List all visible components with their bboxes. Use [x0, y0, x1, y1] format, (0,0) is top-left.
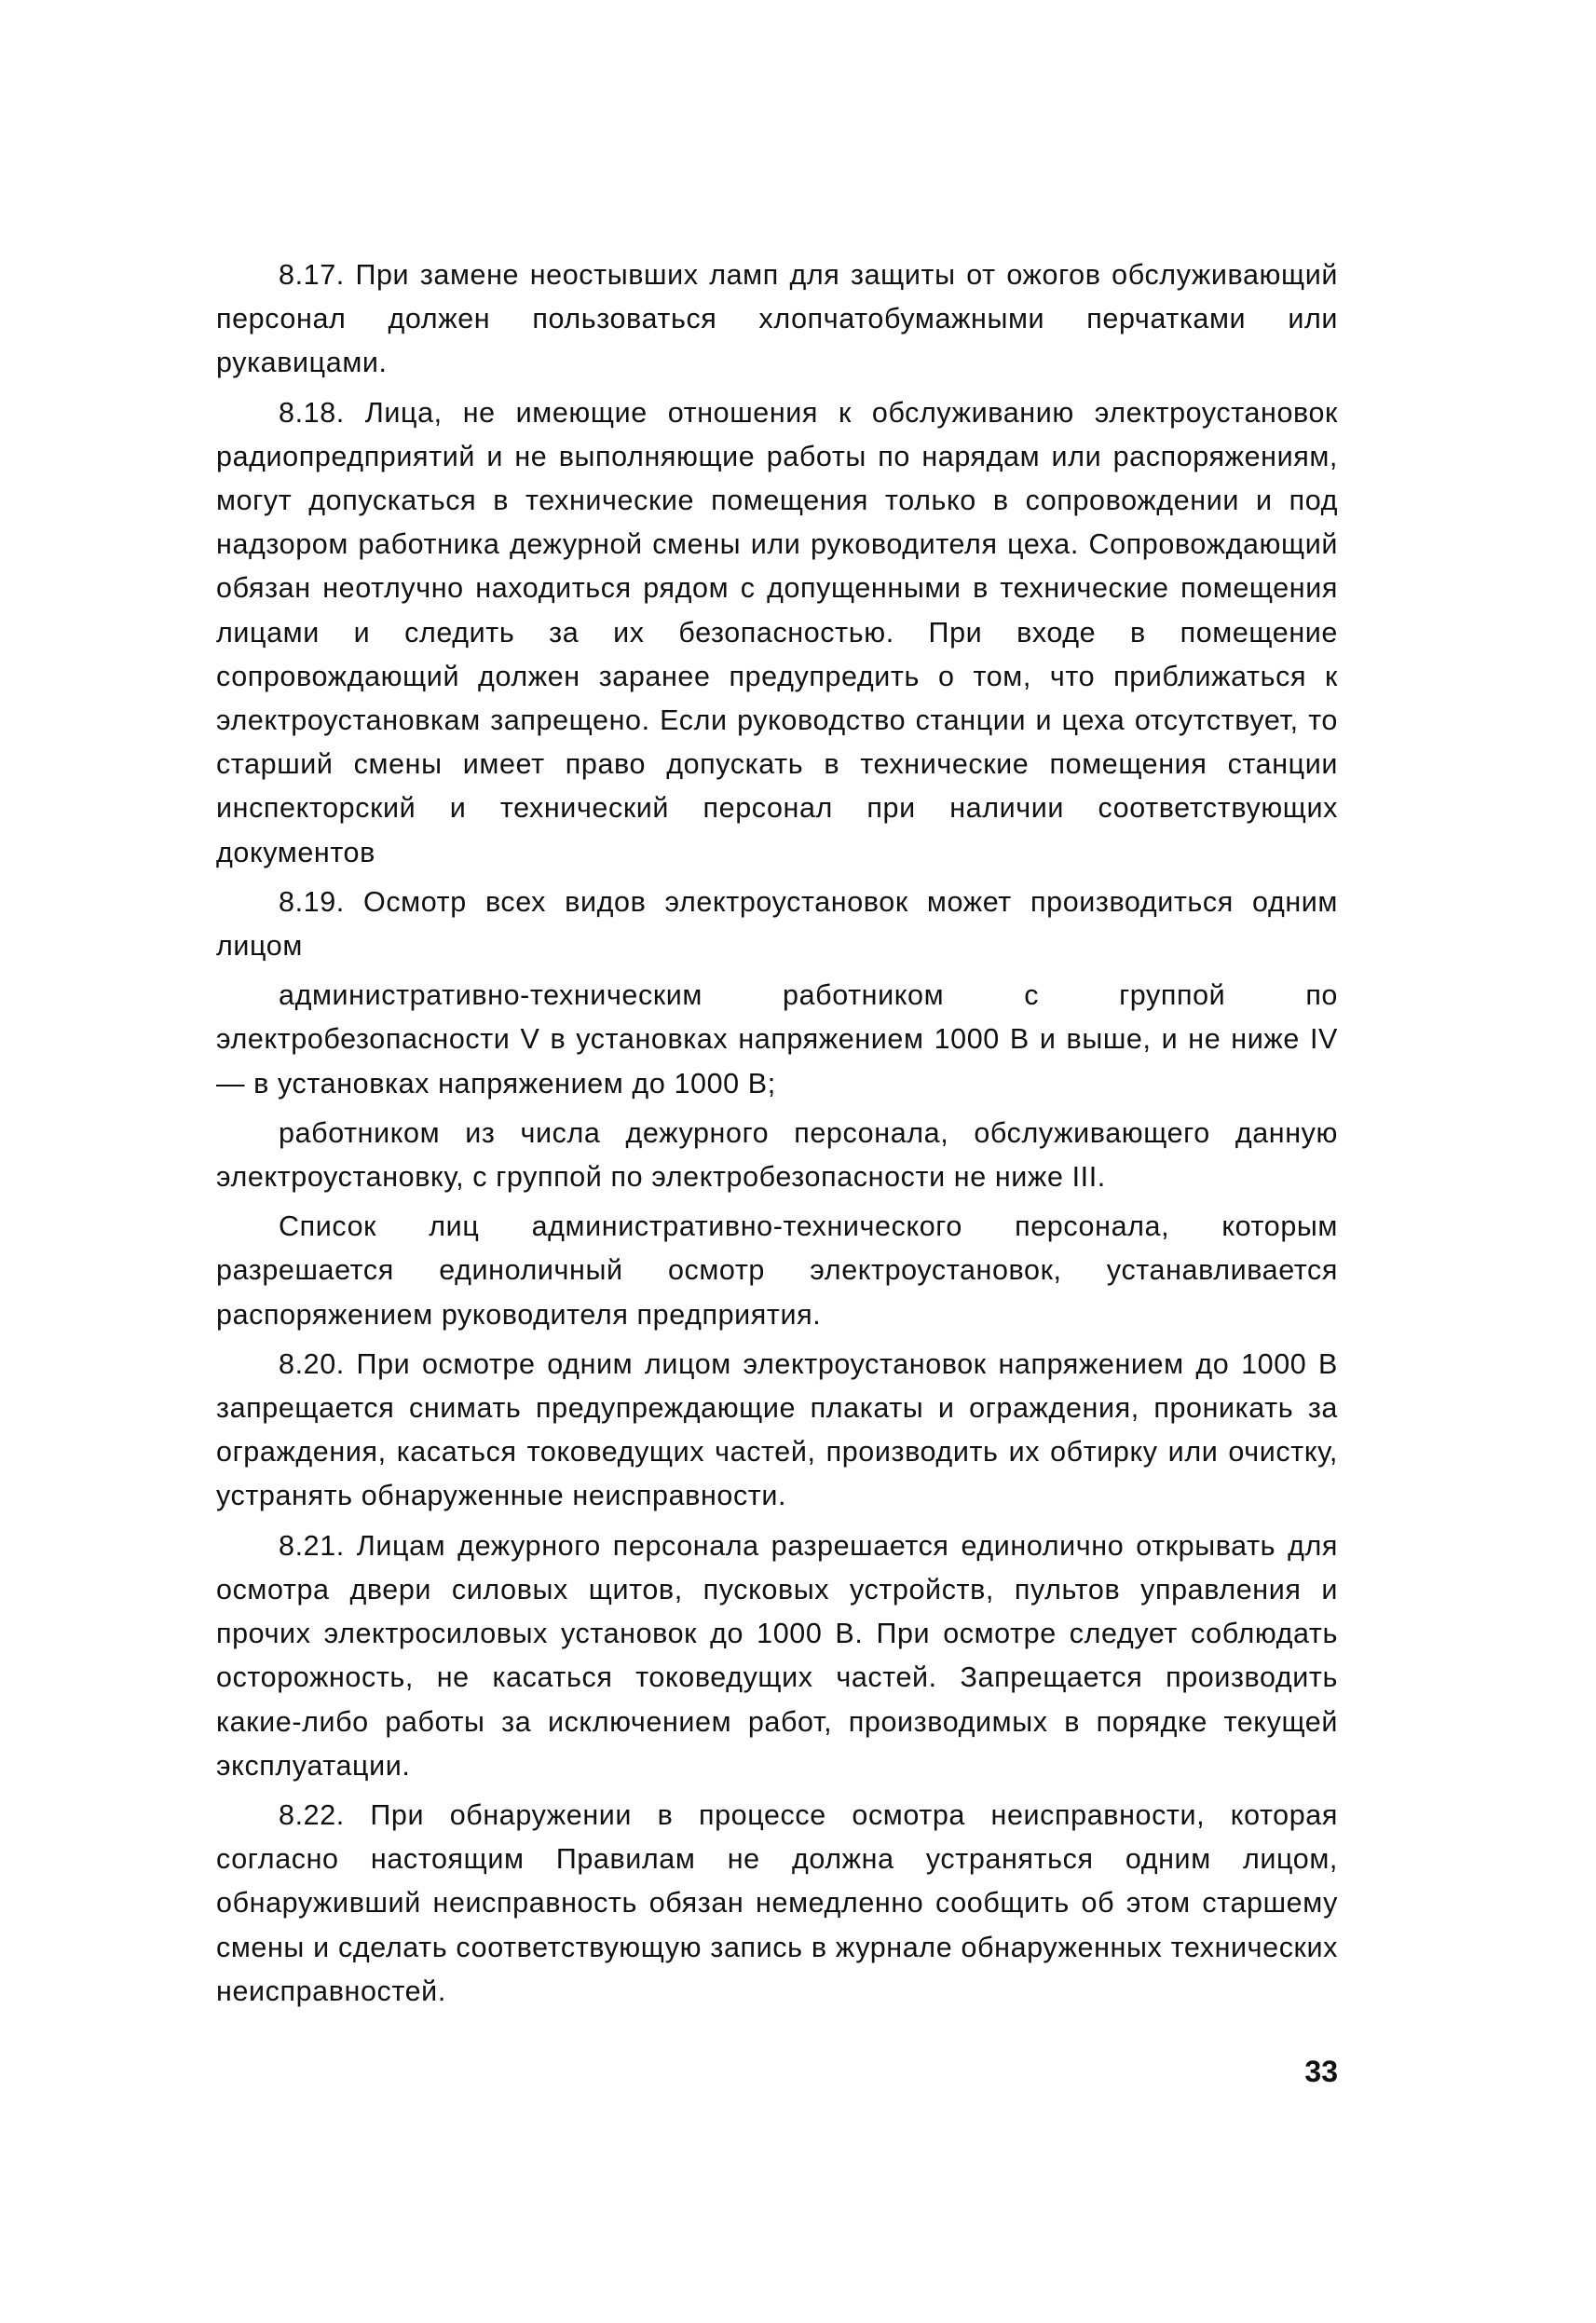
paragraph-8-20: 8.20. При осмотре одним лицом электроустановок напряжением до 1000 В запрещается снимать предупреждающие плакаты и ограждения, проникать за ограждения, касаться токоведущих частей, производить их обтирку или очистку, устранять обнаруженные неисправности. [216, 1347, 1338, 1512]
body-text [216, 253, 1338, 2019]
paragraph-8-19-list-note: Список лиц административно-технического персонала, которым разрешается единоличный осмотр электроустановок, устанавливается распоряжением руководителя предприятия. [216, 1210, 1338, 1331]
paragraph-8-21: 8.21. Лицам дежурного персонала разрешается единолично открывать для осмотра двери силовых щитов, пусковых устройств, пультов управления и прочих электросиловых установок до 1000 В. При осмотре следует соблюдать осторожность, не касаться токоведущих частей. Запрещается производить какие-либо работы за исключением работ, производимых в порядке текущей эксплуатации. [216, 1529, 1338, 1782]
page-number: 33 [1304, 2055, 1338, 2088]
paragraph-8-19: 8.19. Осмотр всех видов электроустановок может производиться одним лицом [216, 885, 1338, 963]
paragraph-8-18: 8.18. Лица, не имеющие отношения к обслуживанию электроустановок радиопредприятий и не выполняющие работы по нарядам или распоряжениям, могут допускаться в технические помещения только в сопровождении и под надзором работника дежурной смены или руководителя цеха. Сопровождающий обязан неотлучно находиться рядом с допущенными в технические помещения лицами и следить за их безопасностью. При входе в помещение сопровождающий должен заранее предупредить о том, что приближаться к электроустановкам запрещено. Если руководство станции и цеха отсутствует, то старший смены имеет право допускать в технические помещения станции инспекторский и технический персонал при наличии соответствующих документов [216, 396, 1338, 868]
paragraph-8-22: 8.22. При обнаружении в процессе осмотра неисправности, которая согласно настоящим Правилам не должна устраняться одним лицом, обнаруживший неисправность обязан немедленно сообщить об этом старшему смены и сделать соответствующую запись в журнале обнаруженных технических неисправностей. [216, 1798, 1338, 2007]
paragraph-8-17: 8.17. При замене неостывших ламп для защиты от ожогов обслуживающий персонал должен пользоваться хлопчатобумажными перчатками или рукавицами. [216, 259, 1338, 379]
paragraph-8-19-item-duty: работником из числа дежурного персонала, обслуживающего данную электроустановку, с группой по электробезопасности не ниже III. [216, 1116, 1338, 1194]
paragraph-8-19-item-admin: административно-техническим работником с группой по электробезопасности V в установках напряжением 1000 В и выше, и не ниже IV — в установках напряжением до 1000 В; [216, 979, 1338, 1100]
